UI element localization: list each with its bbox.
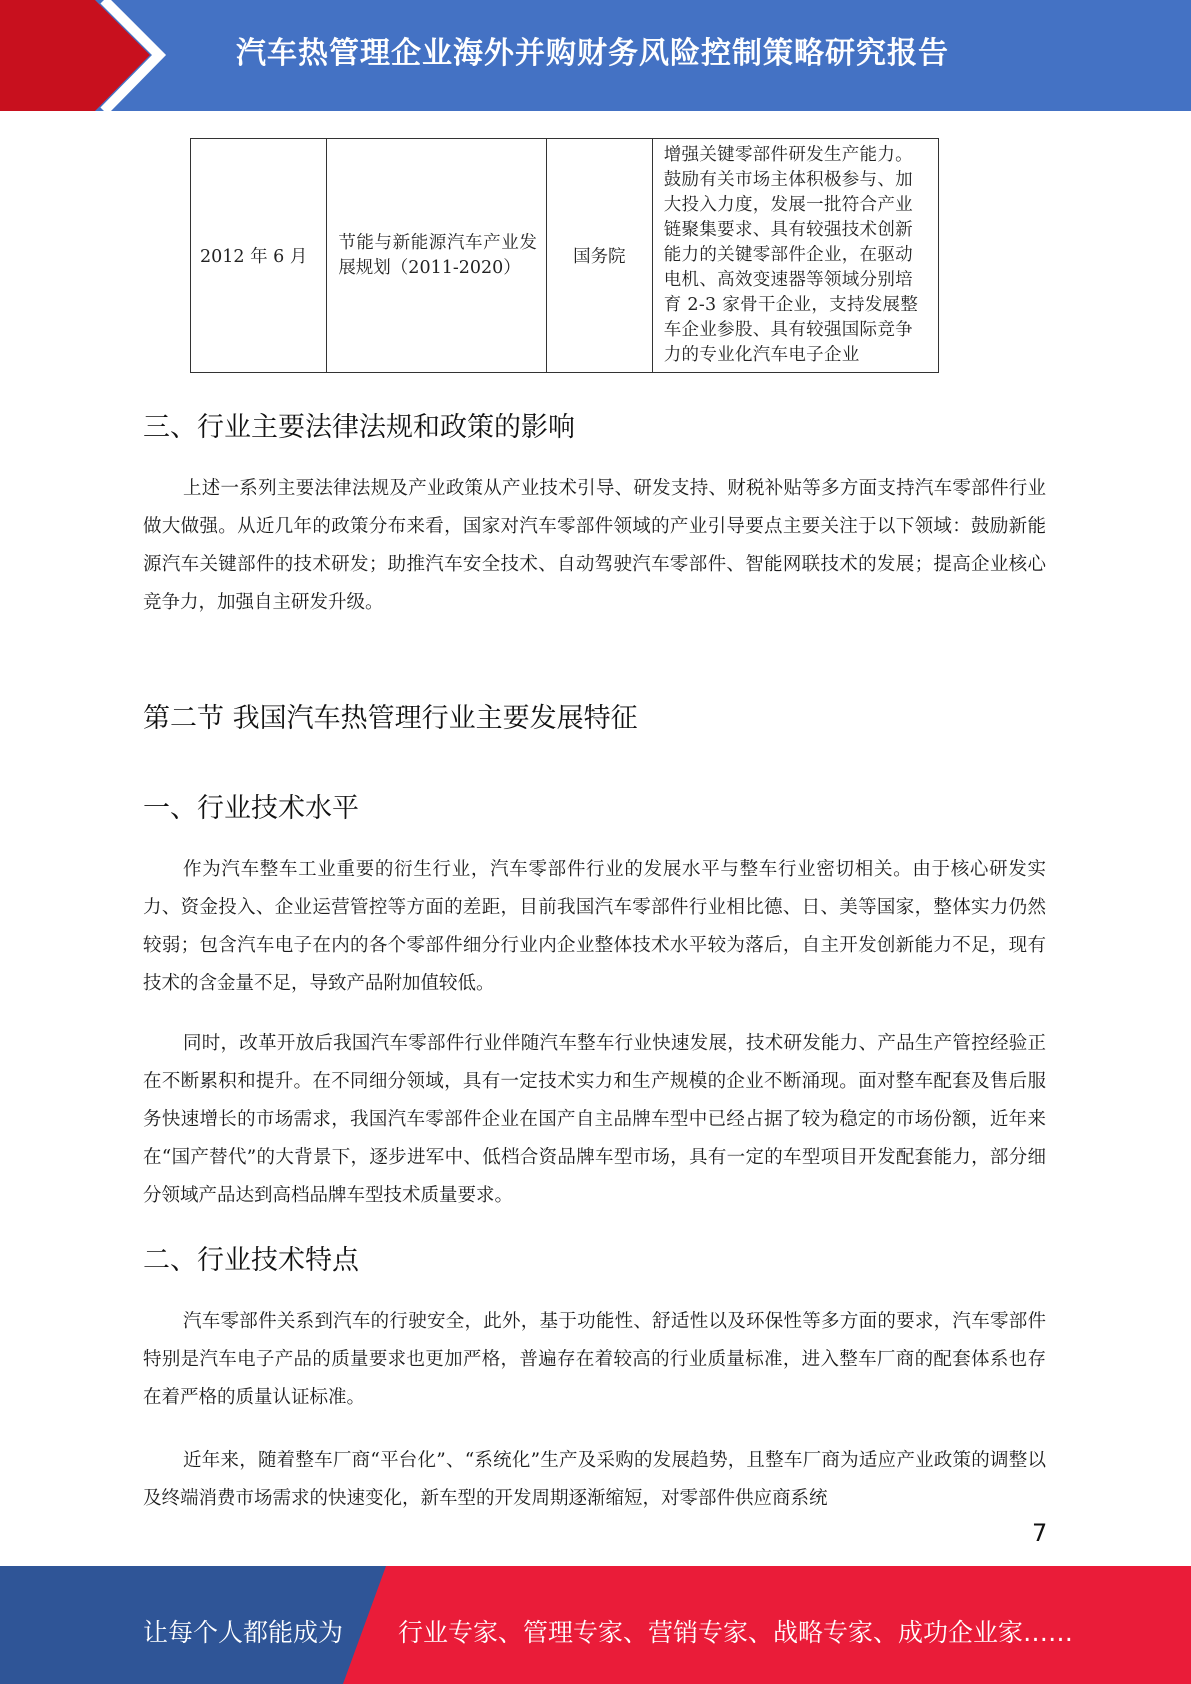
page-header xyxy=(0,0,1191,111)
table-row xyxy=(191,139,939,373)
policy-table xyxy=(190,138,939,373)
cell-issuer: 国务院 xyxy=(546,139,652,373)
cell-policy-content: 增强关键零部件研发生产能力。鼓励有关市场主体积极参与、加大投入力度，发展一批符合产业链聚集要求、具有较强技术创新能力的关键零部件企业，在驱动电机、高效变速器等领域分别培育 2-3 家骨干企业，支持发展整车企业参股、具有较强国际竞争力的专业化汽车电子企业 xyxy=(652,139,938,373)
paragraph-tech-features-2: 近年来，随着整车厂商“平台化”、“系统化”生产及采购的发展趋势，且整车厂商为适应产业政策的调整以及终端消费市场需求的快速变化，新车型的开发周期逐渐缩短，对零部件供应商系统 xyxy=(143,1450,1046,1509)
cell-policy-name: 节能与新能源汽车产业发展规划（2011-2020） xyxy=(327,139,547,373)
paragraph-tech-features-1: 汽车零部件关系到汽车的行驶安全，此外，基于功能性、舒适性以及环保性等多方面的要求，汽车零部件特别是汽车电子产品的质量要求也更加严格，普遍存在着较高的行业质量标准，进入整车厂商的配套体系也存在着严格的质量认证标准。 xyxy=(143,1311,1046,1408)
chapter-heading: 第二节 我国汽车热管理行业主要发展特征 xyxy=(143,703,638,734)
header-title: 汽车热管理企业海外并购财务风险控制策略研究报告 xyxy=(236,36,949,71)
section-heading-laws-impact: 三、行业主要法律法规和政策的影响 xyxy=(143,412,575,443)
footer-slogan-left: 让每个人都能成为 xyxy=(143,1618,344,1647)
page-number: 7 xyxy=(1032,1519,1048,1547)
section-heading-tech-level: 一、行业技术水平 xyxy=(143,793,359,824)
section-heading-tech-features: 二、行业技术特点 xyxy=(143,1245,359,1276)
paragraph-laws-impact: 上述一系列主要法律法规及产业政策从产业技术引导、研发支持、财税补贴等多方面支持汽车零部件行业做大做强。从近几年的政策分布来看，国家对汽车零部件领域的产业引导要点主要关注于以下领域：鼓励新能源汽车关键部件的技术研发；助推汽车安全技术、自动驾驶汽车零部件、智能网联技术的发展；提高企业核心竞争力，加强自主研发升级。 xyxy=(143,478,1046,613)
footer-slogan-right: 行业专家、管理专家、营销专家、战略专家、成功企业家…… xyxy=(398,1618,1074,1647)
paragraph-tech-level-1: 作为汽车整车工业重要的衍生行业，汽车零部件行业的发展水平与整车行业密切相关。由于核心研发实力、资金投入、企业运营管控等方面的差距，目前我国汽车零部件行业相比德、日、美等国家，整体实力仍然较弱；包含汽车电子在内的各个零部件细分行业内企业整体技术水平较为落后，自主开发创新能力不足，现有技术的含金量不足，导致产品附加值较低。 xyxy=(143,859,1046,994)
cell-date: 2012 年 6 月 xyxy=(191,139,327,373)
paragraph-tech-level-2: 同时，改革开放后我国汽车零部件行业伴随汽车整车行业快速发展，技术研发能力、产品生产管控经验正在不断累积和提升。在不同细分领域，具有一定技术实力和生产规模的企业不断涌现。面对整车配套及售后服务快速增长的市场需求，我国汽车零部件企业在国产自主品牌车型中已经占据了较为稳定的市场份额，近年来在“国产替代”的大背景下，逐步进军中、低档合资品牌车型市场，具有一定的车型项目开发配套能力，部分细分领域产品达到高档品牌车型技术质量要求。 xyxy=(143,1033,1046,1206)
page-footer xyxy=(0,1566,1191,1684)
